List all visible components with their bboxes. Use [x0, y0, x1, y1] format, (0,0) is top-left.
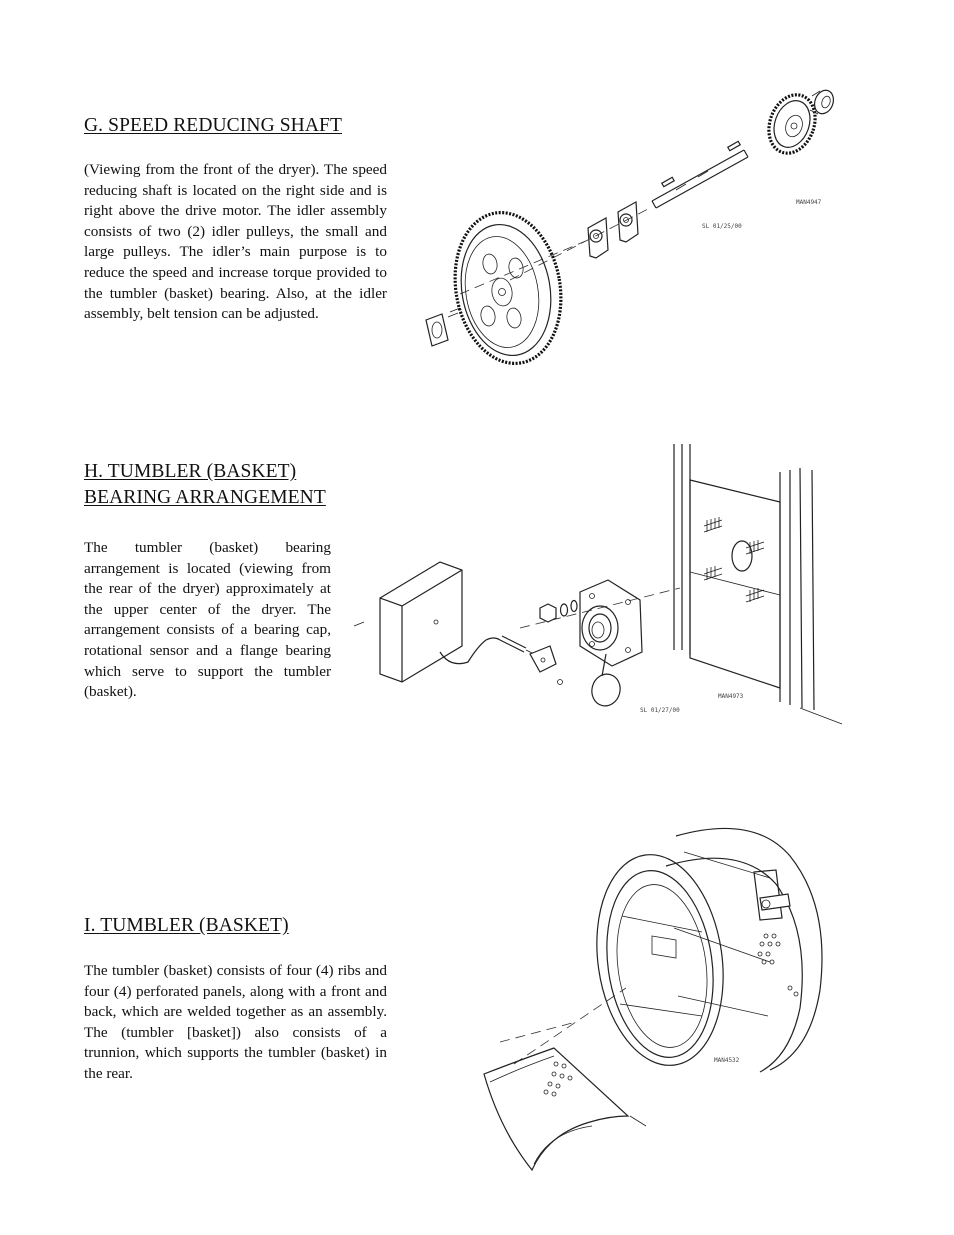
g-drawing-stamp: SL 01/25/00	[702, 223, 742, 230]
section-i-title: I. TUMBLER (BASKET)	[84, 915, 289, 936]
h-part-number: MAN4973	[718, 693, 744, 700]
i-part-number: MAN4532	[714, 1057, 740, 1064]
section-g-title: G. SPEED REDUCING SHAFT	[84, 115, 342, 136]
tumbler-basket-diagram	[470, 820, 850, 1190]
section-g-body: (Viewing from the front of the dryer). The speed reducing shaft is located on the right side and is right above the drive motor. The idler assembly consists of two (2) idler pulleys, the small and large pulleys. The idler’s main purpose is to reduce the speed and increase torque provided to the tumbler (basket) bearing. Also, at the idler assembly, belt tension can be adjusted.	[84, 161, 387, 323]
section-h-title-line2: BEARING ARRANGEMENT	[84, 487, 326, 508]
h-drawing-stamp: SL 01/27/00	[640, 707, 680, 714]
section-h-title-line1: H. TUMBLER (BASKET)	[84, 461, 297, 482]
bearing-arrangement-diagram	[350, 440, 850, 730]
section-i-body: The tumbler (basket) consists of four (4) ribs and four (4) perforated panels, along with a front and back, which are welded together as an assembly. The (tumbler [basket]) also consists of a trunnion, which supports the tumbler (basket) in the rear.	[84, 962, 387, 1082]
section-h-body: The tumbler (basket) bearing arrangement is located (viewing from the rear of the dryer) approximately at the upper center of the dryer. The arrangement consists of a bearing cap, rotational sensor and a flange bearing which serve to support the tumbler (basket).	[84, 539, 331, 701]
g-part-number: MAN4947	[796, 199, 822, 206]
speed-reducing-shaft-diagram	[400, 80, 860, 370]
